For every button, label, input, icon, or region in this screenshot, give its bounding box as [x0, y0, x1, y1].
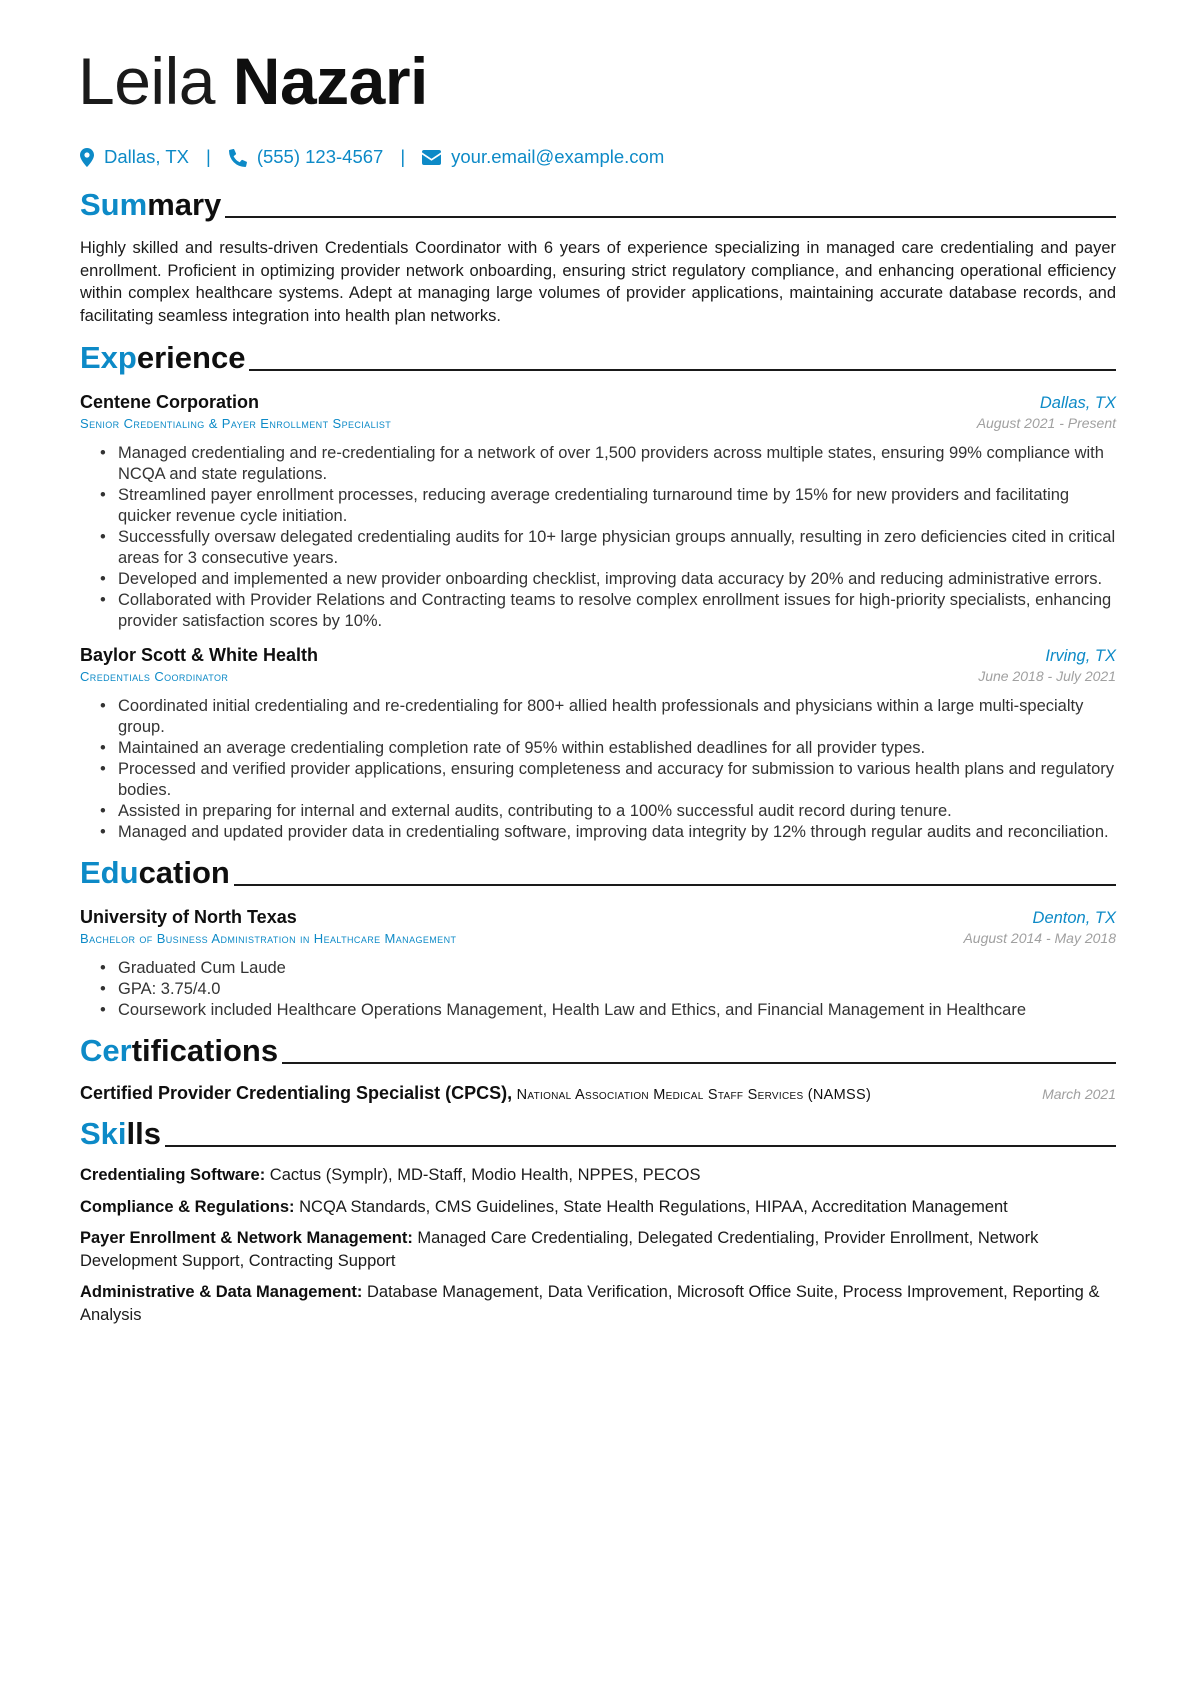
skill-label: Credentialing Software:	[80, 1166, 266, 1184]
job-title: Credentials Coordinator	[80, 669, 229, 684]
job-entry	[80, 645, 1116, 843]
summary-heading	[80, 187, 1116, 223]
contact-bar	[80, 144, 1116, 170]
skill-values: Cactus (Symplr), MD-Staff, Modio Health, NPPES, PECOS	[269, 1166, 701, 1184]
education-entry	[80, 907, 1116, 1021]
heading-rest: cation	[138, 855, 230, 890]
location-text: Dallas, TX	[104, 146, 189, 167]
skill-values: NCQA Standards, CMS Guidelines, State Health Regulations, HIPAA, Accreditation Management	[299, 1197, 1008, 1216]
heading-rule	[234, 884, 1116, 886]
list-item: • Streamlined payer enrollment processes, reducing average credentialing turnaround time by 15% for new providers and facilitating quicker revenue cycle initiation.	[100, 485, 1116, 527]
skill-group	[80, 1227, 1116, 1272]
heading-rest: lls	[126, 1116, 161, 1151]
job-bullets	[80, 696, 1116, 843]
heading-rule	[282, 1062, 1116, 1064]
job-location: Dallas, TX	[1039, 394, 1116, 412]
company-name: Baylor Scott & White Health	[80, 645, 319, 665]
certifications-heading	[80, 1033, 1116, 1069]
education-heading	[80, 855, 1116, 891]
skill-label: Payer Enrollment & Network Management:	[80, 1229, 413, 1247]
candidate-name	[78, 42, 1116, 120]
certification-name: Certified Provider Credentialing Specialist (CPCS)	[80, 1083, 508, 1103]
education-dates: August 2014 - May 2018	[963, 930, 1116, 946]
summary-text: Highly skilled and results-driven Credentials Coordinator with 6 years of experience specializing in managed care credentialing and payer enrollment. Proficient in optimizing provider network onboarding, ensuring strict regulatory compliance, and enhancing operational efficiency within complex healthcare systems. Adept at managing large volumes of provider applications, maintaining accurate database records, and facilitating seamless integration into health plan networks.	[80, 239, 1116, 325]
job-dates: August 2021 - Present	[976, 415, 1116, 431]
list-item: • Coursework included Healthcare Operations Management, Health Law and Ethics, and Financial Management in Healthcare	[100, 1000, 1116, 1021]
heading-accent: Exp	[80, 340, 137, 375]
heading-rest: mary	[147, 187, 222, 222]
list-item: • Managed credentialing and re-credentialing for a network of over 1,500 providers across multiple states, ensuring 99% compliance with NCQA and state regulations.	[100, 443, 1116, 485]
certification-entry	[80, 1083, 1116, 1104]
job-title: Senior Credentialing & Payer Enrollment Specialist	[80, 416, 392, 431]
heading-accent: Sum	[80, 187, 148, 222]
list-item: • Assisted in preparing for internal and external audits, contributing to a 100% successful audit record during tenure.	[100, 801, 1116, 822]
skill-group	[80, 1281, 1116, 1326]
envelope-icon	[422, 150, 441, 165]
phone-icon	[228, 148, 247, 167]
list-item: • Collaborated with Provider Relations and Contracting teams to resolve complex enrollment issues for high-priority specialists, enhancing provider satisfaction scores by 10%.	[100, 590, 1116, 632]
list-item: • Coordinated initial credentialing and re-credentialing for 800+ allied health professionals and physicians within a large multi-specialty group.	[100, 696, 1116, 738]
certification-separator: ,	[507, 1083, 513, 1103]
job-dates: June 2018 - July 2021	[978, 668, 1116, 684]
email-text: your.email@example.com	[451, 146, 665, 167]
heading-rest: erience	[136, 340, 246, 375]
list-item: • Maintained an average credentialing completion rate of 95% within established deadlines for all provider types.	[100, 738, 1116, 759]
job-bullets	[80, 443, 1116, 632]
contact-location	[80, 146, 189, 168]
contact-separator: |	[400, 146, 406, 167]
school-location: Denton, TX	[1032, 909, 1116, 927]
skill-values: Database Management, Data Verification, Microsoft Office Suite, Process Improvement, Reporting & Analysis	[80, 1283, 1100, 1324]
company-name: Centene Corporation	[80, 392, 260, 412]
map-pin-icon	[80, 148, 94, 167]
contact-email[interactable]	[422, 146, 664, 168]
job-location: Irving, TX	[1045, 647, 1116, 665]
skills-heading	[80, 1116, 1116, 1152]
certification-date: March 2021	[1042, 1086, 1116, 1102]
contact-separator: |	[206, 146, 211, 167]
list-item: • Developed and implemented a new provider onboarding checklist, improving data accuracy by 20% and reducing administrative errors.	[100, 569, 1116, 590]
job-entry	[80, 392, 1116, 632]
skill-group	[80, 1164, 1116, 1187]
skill-values: Managed Care Credentialing, Delegated Credentialing, Provider Enrollment, Network Development Support, Contracting Support	[80, 1229, 1039, 1270]
skills-list	[80, 1164, 1116, 1326]
list-item: • GPA: 3.75/4.0	[100, 979, 1116, 1000]
phone-text: (555) 123-4567	[256, 146, 384, 167]
last-name: Nazari	[232, 44, 428, 118]
skill-group	[80, 1196, 1116, 1219]
certification-org: National Association Medical Staff Services (NAMSS)	[516, 1087, 872, 1103]
degree-title: Bachelor of Business Administration in Healthcare Management	[80, 931, 457, 946]
heading-accent: Edu	[80, 855, 139, 890]
heading-rule	[225, 216, 1116, 218]
list-item: • Processed and verified provider applications, ensuring completeness and accuracy for submission to various health plans and regulatory bodies.	[100, 759, 1116, 801]
list-item: • Managed and updated provider data in credentialing software, improving data integrity by 12% through regular audits and reconciliation.	[100, 822, 1116, 843]
heading-rule	[249, 369, 1116, 371]
skill-label: Compliance & Regulations:	[80, 1197, 295, 1216]
skill-label: Administrative & Data Management:	[80, 1283, 363, 1301]
list-item: • Graduated Cum Laude	[100, 958, 1116, 979]
list-item: • Successfully oversaw delegated credentialing audits for 10+ large physician groups annually, resulting in zero deficiencies cited in critical areas for 3 consecutive years.	[100, 527, 1116, 569]
heading-rest: tifications	[131, 1033, 279, 1068]
heading-accent: Cer	[80, 1033, 132, 1068]
experience-heading	[80, 340, 1116, 376]
heading-accent: Ski	[80, 1116, 127, 1151]
first-name: Leila	[78, 44, 215, 118]
heading-rule	[165, 1145, 1116, 1147]
education-bullets	[80, 958, 1116, 1021]
contact-phone[interactable]	[228, 146, 384, 168]
school-name: University of North Texas	[80, 907, 297, 927]
